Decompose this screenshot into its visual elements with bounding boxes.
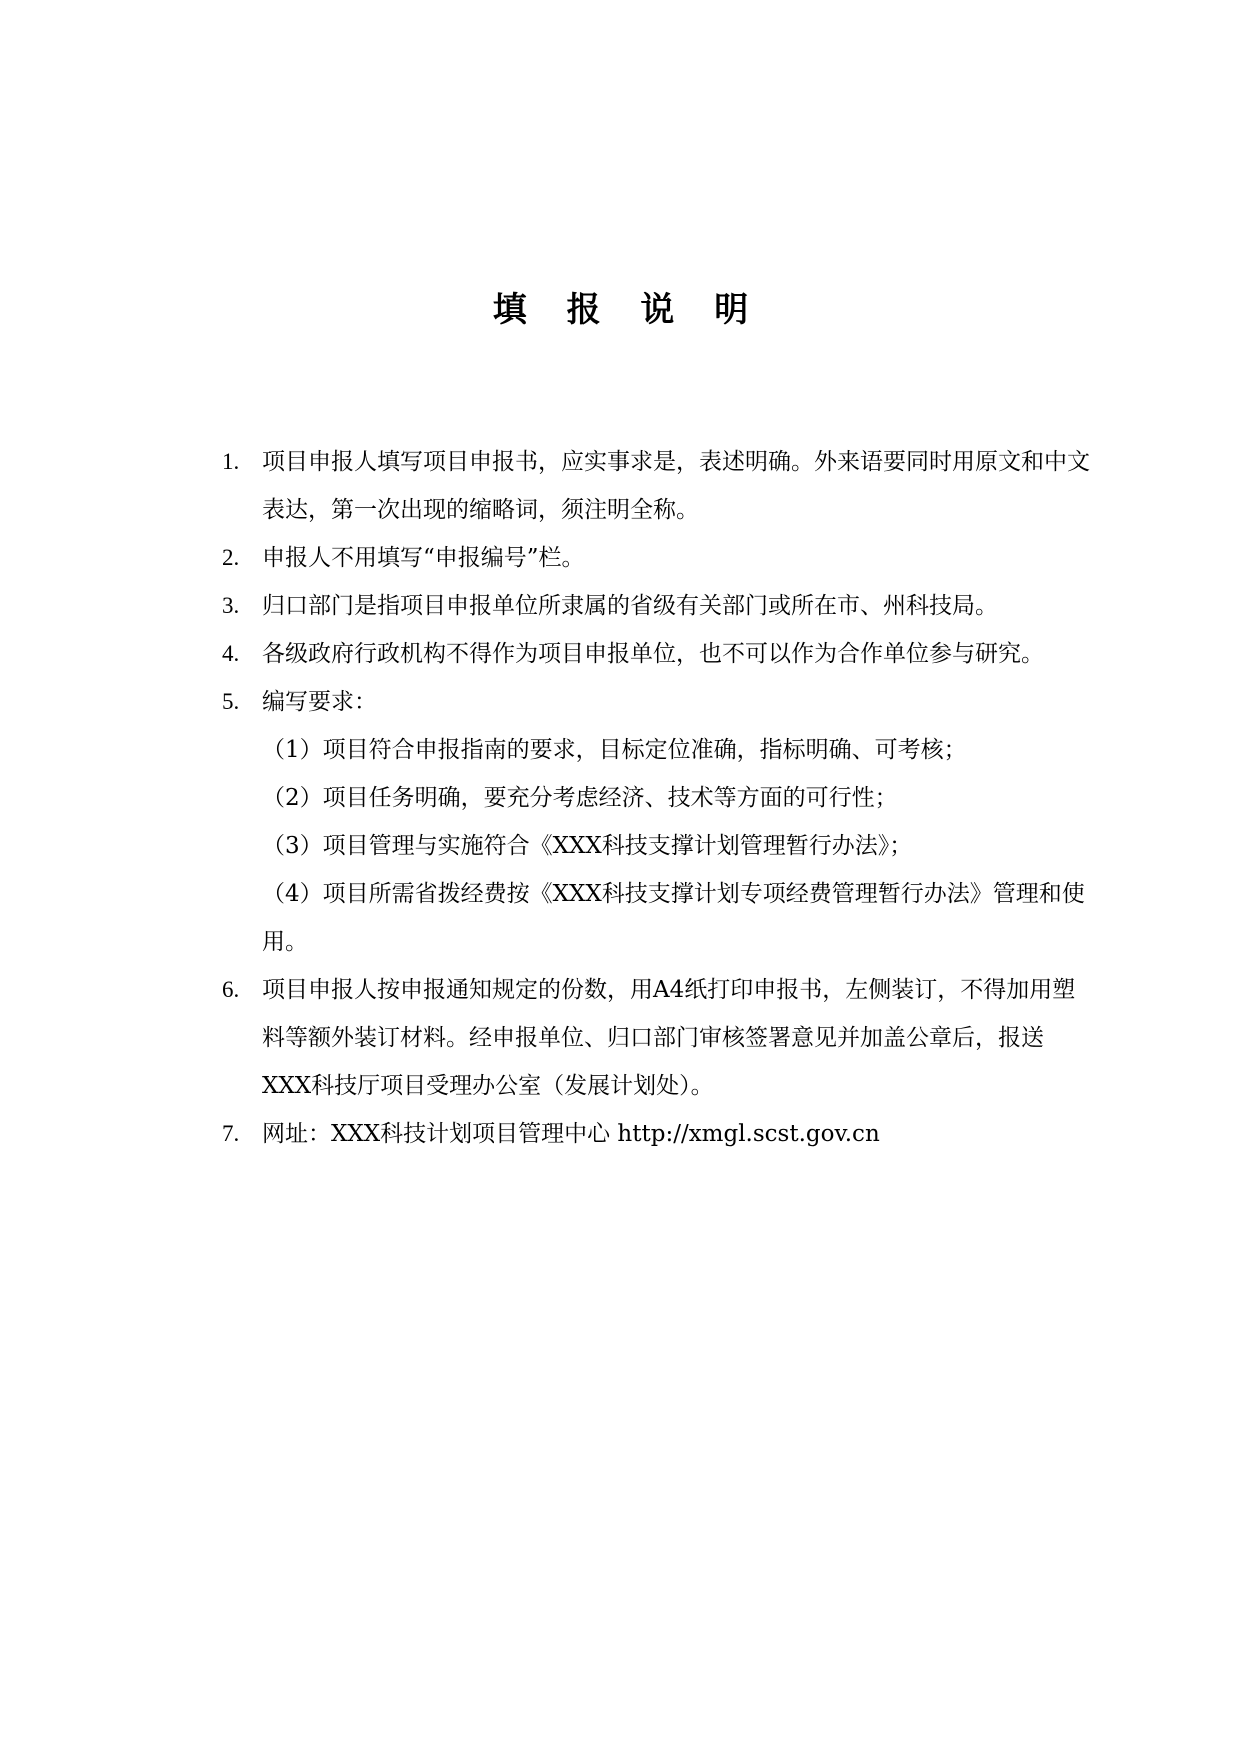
item-number: 3. xyxy=(222,593,240,618)
item-text: 项目申报人按申报通知规定的份数，用A4纸打印申报书，左侧装订，不得加用塑料等额外装订材料。经申报单位、归口部门审核签署意见并加盖公章后，报送XXX科技厅项目受理办公室（发展计划处）。 xyxy=(262,977,1076,1099)
item-text: 各级政府行政机构不得作为项目申报单位，也不可以作为合作单位参与研究。 xyxy=(262,641,1044,667)
sub-item-text: 项目所需省拨经费按《XXX科技支撑计划专项经费管理暂行办法》管理和使用。 xyxy=(262,881,1085,955)
sub-item-number: （2） xyxy=(262,785,323,811)
list-item xyxy=(222,1110,1092,1158)
list-item xyxy=(222,582,1092,630)
item-number: 7. xyxy=(222,1121,240,1146)
item-number: 4. xyxy=(222,641,240,666)
item-text: 项目申报人填写项目申报书，应实事求是，表述明确。外来语要同时用原文和中文表达，第一次出现的缩略词，须注明全称。 xyxy=(262,449,1090,523)
item-text: 编写要求： xyxy=(262,689,377,715)
sub-item-text: 项目任务明确，要充分考虑经济、技术等方面的可行性； xyxy=(322,785,898,811)
item-text: 归口部门是指项目申报单位所隶属的省级有关部门或所在市、州科技局。 xyxy=(262,593,998,619)
sub-item-number: （4） xyxy=(262,881,323,907)
sub-list-item xyxy=(262,822,1092,870)
list-item xyxy=(222,678,1092,726)
sub-list xyxy=(222,726,1092,966)
list-item xyxy=(222,630,1092,678)
list-item xyxy=(222,438,1092,534)
item-text: 网址：XXX科技计划项目管理中心 http://xmgl.scst.gov.cn xyxy=(262,1121,880,1147)
list-item xyxy=(222,966,1092,1110)
sub-item-text: 项目符合申报指南的要求，目标定位准确，指标明确、可考核； xyxy=(322,737,967,763)
sub-list-item xyxy=(262,774,1092,822)
item-number: 6. xyxy=(222,977,240,1002)
instructions-list xyxy=(222,438,1092,1158)
list-item xyxy=(222,534,1092,582)
item-number: 2. xyxy=(222,545,240,570)
sub-item-text: 项目管理与实施符合《XXX科技支撑计划管理暂行办法》； xyxy=(322,833,913,859)
item-text: 申报人不用填写“申报编号”栏。 xyxy=(262,545,585,571)
sub-list-item xyxy=(262,870,1092,966)
sub-list-item xyxy=(262,726,1092,774)
sub-item-number: （3） xyxy=(262,833,323,859)
item-number: 5. xyxy=(222,689,240,714)
item-number: 1. xyxy=(222,449,240,474)
page-title: 填 报 说 明 xyxy=(492,290,763,330)
sub-item-number: （1） xyxy=(262,737,323,763)
